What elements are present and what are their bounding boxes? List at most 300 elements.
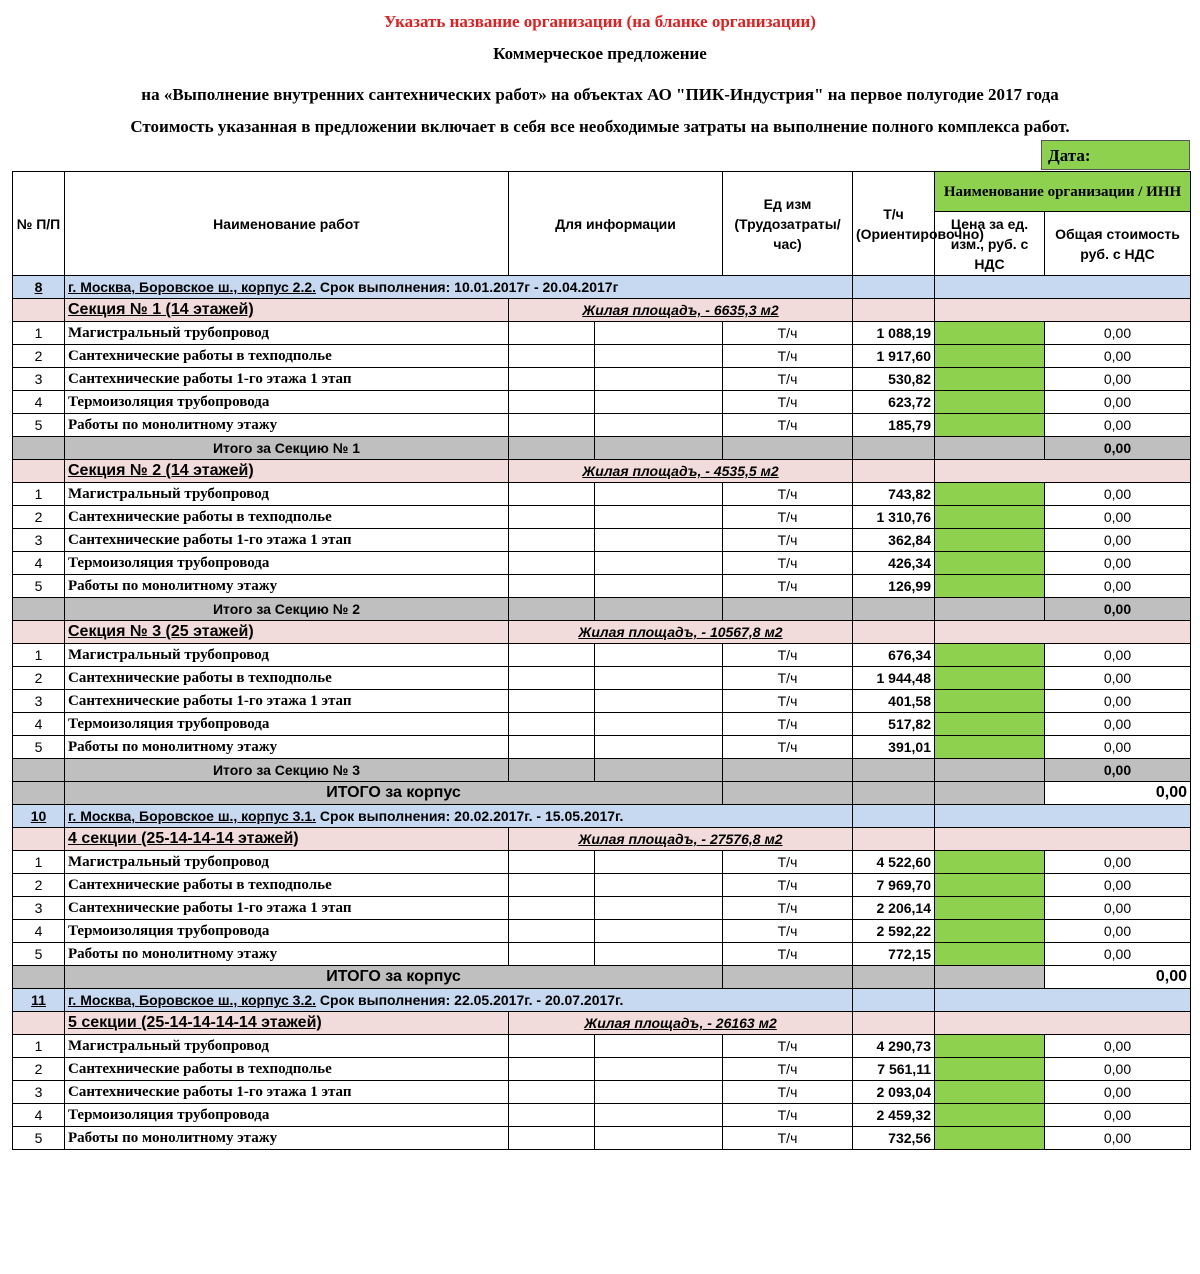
hours-cell: 7 561,11 — [853, 1058, 935, 1081]
info-cell — [595, 322, 723, 345]
work-name: Магистральный трубопровод — [65, 322, 509, 345]
unit-cell: Т/ч — [723, 483, 853, 506]
empty-cell — [509, 598, 595, 621]
hours-cell: 1 917,60 — [853, 345, 935, 368]
row-number: 4 — [13, 1104, 65, 1127]
section-title: Секция № 1 (14 этажей) — [65, 299, 509, 322]
empty-cell — [723, 782, 853, 805]
price-input-cell[interactable] — [935, 414, 1045, 437]
info-cell — [509, 1058, 595, 1081]
info-cell — [595, 920, 723, 943]
proposal-table — [12, 171, 1191, 1150]
info-cell — [595, 667, 723, 690]
section-area: Жилая площадъ, - 10567,8 м2 — [509, 621, 853, 644]
empty-cell — [935, 621, 1191, 644]
total-cell: 0,00 — [1045, 713, 1191, 736]
info-cell — [509, 368, 595, 391]
section-row — [13, 299, 1191, 322]
building-number: 11 — [13, 989, 65, 1012]
row-number: 1 — [13, 322, 65, 345]
section-area: Жилая площадъ, - 27576,8 м2 — [509, 828, 853, 851]
subtotal-label: Итого за Секцию № 2 — [65, 598, 509, 621]
hours-cell: 732,56 — [853, 1127, 935, 1150]
col-header-hours: Т/ч (Ориентировочно) — [853, 172, 935, 276]
building-total-value: 0,00 — [1045, 966, 1191, 989]
total-cell: 0,00 — [1045, 552, 1191, 575]
empty-cell — [935, 460, 1191, 483]
info-cell — [595, 690, 723, 713]
row-number: 1 — [13, 1035, 65, 1058]
row-number: 3 — [13, 690, 65, 713]
info-cell — [595, 897, 723, 920]
price-input-cell[interactable] — [935, 322, 1045, 345]
unit-cell: Т/ч — [723, 529, 853, 552]
price-input-cell[interactable] — [935, 1035, 1045, 1058]
empty-cell — [853, 1012, 935, 1035]
unit-cell: Т/ч — [723, 575, 853, 598]
total-cell: 0,00 — [1045, 506, 1191, 529]
hours-cell: 772,15 — [853, 943, 935, 966]
empty-cell — [13, 621, 65, 644]
subtotal-value: 0,00 — [1045, 437, 1191, 460]
hours-cell: 517,82 — [853, 713, 935, 736]
info-cell — [595, 874, 723, 897]
building-row — [13, 805, 1191, 828]
total-cell: 0,00 — [1045, 1081, 1191, 1104]
table-row — [13, 1081, 1191, 1104]
info-cell — [595, 506, 723, 529]
row-number: 4 — [13, 552, 65, 575]
work-name: Работы по монолитному этажу — [65, 575, 509, 598]
info-cell — [595, 529, 723, 552]
col-header-organization[interactable]: Наименование организации / ИНН — [935, 172, 1191, 212]
hours-cell: 530,82 — [853, 368, 935, 391]
price-input-cell[interactable] — [935, 690, 1045, 713]
table-row — [13, 943, 1191, 966]
row-number: 3 — [13, 529, 65, 552]
hours-cell: 4 290,73 — [853, 1035, 935, 1058]
row-number: 5 — [13, 575, 65, 598]
table-row — [13, 667, 1191, 690]
row-number: 2 — [13, 345, 65, 368]
building-total-row — [13, 966, 1191, 989]
info-cell — [595, 552, 723, 575]
table-row — [13, 575, 1191, 598]
building-address: г. Москва, Боровское ш., корпус 3.2. — [68, 992, 317, 1008]
row-number: 4 — [13, 920, 65, 943]
price-input-cell[interactable] — [935, 368, 1045, 391]
unit-cell: Т/ч — [723, 920, 853, 943]
info-cell — [595, 575, 723, 598]
info-cell — [509, 1035, 595, 1058]
total-cell: 0,00 — [1045, 1035, 1191, 1058]
info-cell — [595, 391, 723, 414]
price-input-cell[interactable] — [935, 1081, 1045, 1104]
total-cell: 0,00 — [1045, 368, 1191, 391]
hours-cell: 623,72 — [853, 391, 935, 414]
empty-cell — [509, 759, 595, 782]
info-cell — [595, 644, 723, 667]
hours-cell: 185,79 — [853, 414, 935, 437]
price-input-cell[interactable] — [935, 552, 1045, 575]
info-cell — [509, 483, 595, 506]
total-cell: 0,00 — [1045, 1104, 1191, 1127]
empty-cell — [853, 437, 935, 460]
table-row — [13, 345, 1191, 368]
info-cell — [509, 667, 595, 690]
unit-cell: Т/ч — [723, 322, 853, 345]
work-name: Термоизоляция трубопровода — [65, 391, 509, 414]
empty-cell — [13, 299, 65, 322]
empty-cell — [935, 437, 1045, 460]
work-name: Термоизоляция трубопровода — [65, 1104, 509, 1127]
empty-cell — [935, 805, 1191, 828]
section-title: Секция № 2 (14 этажей) — [65, 460, 509, 483]
unit-cell: Т/ч — [723, 736, 853, 759]
empty-cell — [13, 598, 65, 621]
empty-cell — [595, 437, 723, 460]
table-row — [13, 713, 1191, 736]
table-row — [13, 736, 1191, 759]
price-input-cell[interactable] — [935, 851, 1045, 874]
info-cell — [509, 506, 595, 529]
subtotal-value: 0,00 — [1045, 598, 1191, 621]
info-cell — [509, 897, 595, 920]
col-header-unit: Ед изм (Трудозатраты/час) — [723, 172, 853, 276]
unit-cell: Т/ч — [723, 1035, 853, 1058]
subtotal-row — [13, 598, 1191, 621]
table-row — [13, 483, 1191, 506]
work-name: Сантехнические работы 1-го этажа 1 этап — [65, 897, 509, 920]
row-number: 1 — [13, 644, 65, 667]
info-cell — [595, 1081, 723, 1104]
work-name: Сантехнические работы 1-го этажа 1 этап — [65, 368, 509, 391]
empty-cell — [13, 782, 65, 805]
info-cell — [509, 736, 595, 759]
hours-cell: 743,82 — [853, 483, 935, 506]
hours-cell: 676,34 — [853, 644, 935, 667]
info-cell — [509, 713, 595, 736]
empty-cell — [935, 276, 1191, 299]
section-area: Жилая площадъ, - 26163 м2 — [509, 1012, 853, 1035]
table-row — [13, 644, 1191, 667]
hours-cell: 126,99 — [853, 575, 935, 598]
work-name: Сантехнические работы 1-го этажа 1 этап — [65, 1081, 509, 1104]
row-number: 2 — [13, 667, 65, 690]
col-header-info: Для информации — [509, 172, 723, 276]
building-address: г. Москва, Боровское ш., корпус 3.1. — [68, 808, 317, 824]
section-row — [13, 621, 1191, 644]
building-deadline: Срок выполнения: 20.02.2017г. - 15.05.2017г. — [316, 808, 624, 824]
col-header-total: Общая стоимость руб. с НДС — [1045, 212, 1191, 276]
empty-cell — [13, 460, 65, 483]
empty-cell — [595, 598, 723, 621]
table-header — [13, 172, 1191, 276]
empty-cell — [935, 989, 1191, 1012]
row-number: 1 — [13, 851, 65, 874]
work-name: Магистральный трубопровод — [65, 483, 509, 506]
work-name: Магистральный трубопровод — [65, 1035, 509, 1058]
empty-cell — [935, 828, 1191, 851]
empty-cell — [935, 1012, 1191, 1035]
total-cell: 0,00 — [1045, 1058, 1191, 1081]
section-row — [13, 460, 1191, 483]
total-cell: 0,00 — [1045, 874, 1191, 897]
table-row — [13, 552, 1191, 575]
section-row — [13, 1012, 1191, 1035]
section-area: Жилая площадъ, - 4535,5 м2 — [509, 460, 853, 483]
work-name: Термоизоляция трубопровода — [65, 552, 509, 575]
price-input-cell[interactable] — [935, 575, 1045, 598]
row-number: 2 — [13, 874, 65, 897]
building-total-value: 0,00 — [1045, 782, 1191, 805]
building-description — [65, 989, 853, 1012]
hours-cell: 1 310,76 — [853, 506, 935, 529]
document-subject: на «Выполнение внутренних сантехнических работ» на объектах АО "ПИК-Индустрия" на первое полугодие 2017 года — [141, 85, 1059, 104]
empty-cell — [723, 759, 853, 782]
subtotal-row — [13, 759, 1191, 782]
table-row — [13, 920, 1191, 943]
empty-cell — [853, 598, 935, 621]
info-cell — [595, 736, 723, 759]
row-number: 5 — [13, 1127, 65, 1150]
info-cell — [509, 943, 595, 966]
hours-cell: 401,58 — [853, 690, 935, 713]
empty-cell — [13, 437, 65, 460]
unit-cell: Т/ч — [723, 644, 853, 667]
info-cell — [509, 851, 595, 874]
total-cell: 0,00 — [1045, 529, 1191, 552]
info-cell — [509, 414, 595, 437]
price-input-cell[interactable] — [935, 506, 1045, 529]
empty-cell — [723, 437, 853, 460]
hours-cell: 4 522,60 — [853, 851, 935, 874]
unit-cell: Т/ч — [723, 943, 853, 966]
info-cell — [509, 874, 595, 897]
price-input-cell[interactable] — [935, 713, 1045, 736]
unit-cell: Т/ч — [723, 414, 853, 437]
subtotal-label: Итого за Секцию № 3 — [65, 759, 509, 782]
work-name: Сантехнические работы в техподполье — [65, 1058, 509, 1081]
hours-cell: 2 093,04 — [853, 1081, 935, 1104]
table-row — [13, 506, 1191, 529]
date-field[interactable]: Дата: — [1041, 140, 1190, 170]
work-name: Работы по монолитному этажу — [65, 1127, 509, 1150]
table-body — [13, 276, 1191, 1150]
row-number: 1 — [13, 483, 65, 506]
empty-cell — [509, 437, 595, 460]
building-description — [65, 805, 853, 828]
table-row — [13, 391, 1191, 414]
hours-cell: 391,01 — [853, 736, 935, 759]
empty-cell — [13, 966, 65, 989]
unit-cell: Т/ч — [723, 1104, 853, 1127]
total-cell: 0,00 — [1045, 897, 1191, 920]
col-header-price: Цена за ед. изм., руб. с НДС — [935, 212, 1045, 276]
building-address: г. Москва, Боровское ш., корпус 2.2. — [68, 279, 317, 295]
price-input-cell[interactable] — [935, 391, 1045, 414]
unit-cell: Т/ч — [723, 1127, 853, 1150]
empty-cell — [13, 1012, 65, 1035]
section-row — [13, 828, 1191, 851]
info-cell — [509, 644, 595, 667]
price-input-cell[interactable] — [935, 529, 1045, 552]
total-cell: 0,00 — [1045, 483, 1191, 506]
unit-cell: Т/ч — [723, 667, 853, 690]
empty-cell — [853, 966, 935, 989]
row-number: 2 — [13, 1058, 65, 1081]
unit-cell: Т/ч — [723, 345, 853, 368]
cost-note: Стоимость указанная в предложении включает в себя все необходимые затраты на выполнение полного комплекса работ. — [130, 117, 1070, 136]
section-title: Секция № 3 (25 этажей) — [65, 621, 509, 644]
work-name: Магистральный трубопровод — [65, 644, 509, 667]
section-area: Жилая площадъ, - 6635,3 м2 — [509, 299, 853, 322]
subtotal-label: Итого за Секцию № 1 — [65, 437, 509, 460]
price-input-cell[interactable] — [935, 943, 1045, 966]
price-input-cell[interactable] — [935, 345, 1045, 368]
unit-cell: Т/ч — [723, 874, 853, 897]
unit-cell: Т/ч — [723, 552, 853, 575]
table-row — [13, 1058, 1191, 1081]
info-cell — [595, 1127, 723, 1150]
price-input-cell[interactable] — [935, 897, 1045, 920]
empty-cell — [935, 299, 1191, 322]
info-cell — [509, 552, 595, 575]
empty-cell — [935, 782, 1045, 805]
work-name: Магистральный трубопровод — [65, 851, 509, 874]
empty-cell — [935, 598, 1045, 621]
total-cell: 0,00 — [1045, 414, 1191, 437]
building-total-label: ИТОГО за корпус — [65, 966, 723, 989]
unit-cell: Т/ч — [723, 1058, 853, 1081]
building-deadline: Срок выполнения: 22.05.2017г. - 20.07.2017г. — [316, 992, 624, 1008]
building-total-row — [13, 782, 1191, 805]
building-number: 8 — [13, 276, 65, 299]
info-cell — [509, 920, 595, 943]
work-name: Сантехнические работы 1-го этажа 1 этап — [65, 690, 509, 713]
total-cell: 0,00 — [1045, 391, 1191, 414]
total-cell: 0,00 — [1045, 851, 1191, 874]
empty-cell — [853, 805, 935, 828]
price-input-cell[interactable] — [935, 920, 1045, 943]
info-cell — [595, 345, 723, 368]
row-number: 5 — [13, 414, 65, 437]
organization-placeholder: Указать название организации (на бланке организации) — [384, 12, 816, 31]
empty-cell — [853, 782, 935, 805]
subtotal-value: 0,00 — [1045, 759, 1191, 782]
work-name: Сантехнические работы в техподполье — [65, 667, 509, 690]
work-name: Работы по монолитному этажу — [65, 736, 509, 759]
row-number: 4 — [13, 391, 65, 414]
info-cell — [509, 575, 595, 598]
row-number: 3 — [13, 897, 65, 920]
row-number: 3 — [13, 368, 65, 391]
total-cell: 0,00 — [1045, 1127, 1191, 1150]
price-input-cell[interactable] — [935, 483, 1045, 506]
empty-cell — [935, 759, 1045, 782]
price-input-cell[interactable] — [935, 1058, 1045, 1081]
info-cell — [595, 851, 723, 874]
row-number: 2 — [13, 506, 65, 529]
unit-cell: Т/ч — [723, 690, 853, 713]
info-cell — [509, 1127, 595, 1150]
work-name: Сантехнические работы в техподполье — [65, 874, 509, 897]
info-cell — [595, 414, 723, 437]
table-row — [13, 1104, 1191, 1127]
empty-cell — [13, 759, 65, 782]
col-header-work: Наименование работ — [65, 172, 509, 276]
info-cell — [509, 1104, 595, 1127]
total-cell: 0,00 — [1045, 736, 1191, 759]
work-name: Сантехнические работы 1-го этажа 1 этап — [65, 529, 509, 552]
hours-cell: 362,84 — [853, 529, 935, 552]
price-input-cell[interactable] — [935, 1104, 1045, 1127]
price-input-cell[interactable] — [935, 1127, 1045, 1150]
total-cell: 0,00 — [1045, 322, 1191, 345]
hours-cell: 2 592,22 — [853, 920, 935, 943]
price-input-cell[interactable] — [935, 736, 1045, 759]
row-number: 5 — [13, 736, 65, 759]
info-cell — [509, 345, 595, 368]
row-number: 4 — [13, 713, 65, 736]
table-row — [13, 368, 1191, 391]
total-cell: 0,00 — [1045, 920, 1191, 943]
hours-cell: 426,34 — [853, 552, 935, 575]
price-input-cell[interactable] — [935, 667, 1045, 690]
work-name: Работы по монолитному этажу — [65, 943, 509, 966]
info-cell — [595, 1058, 723, 1081]
building-deadline: Срок выполнения: 10.01.2017г - 20.04.2017г — [316, 279, 619, 295]
row-number: 5 — [13, 943, 65, 966]
building-description — [65, 276, 853, 299]
empty-cell — [13, 828, 65, 851]
table-row — [13, 690, 1191, 713]
subtotal-row — [13, 437, 1191, 460]
info-cell — [595, 713, 723, 736]
hours-cell: 7 969,70 — [853, 874, 935, 897]
empty-cell — [853, 276, 935, 299]
unit-cell: Т/ч — [723, 851, 853, 874]
total-cell: 0,00 — [1045, 943, 1191, 966]
info-cell — [509, 322, 595, 345]
row-number: 3 — [13, 1081, 65, 1104]
empty-cell — [853, 989, 935, 1012]
info-cell — [595, 943, 723, 966]
table-row — [13, 897, 1191, 920]
hours-cell: 2 206,14 — [853, 897, 935, 920]
table-row — [13, 1035, 1191, 1058]
table-row — [13, 851, 1191, 874]
unit-cell: Т/ч — [723, 391, 853, 414]
empty-cell — [723, 598, 853, 621]
total-cell: 0,00 — [1045, 690, 1191, 713]
info-cell — [595, 368, 723, 391]
unit-cell: Т/ч — [723, 897, 853, 920]
price-input-cell[interactable] — [935, 874, 1045, 897]
hours-cell: 1 088,19 — [853, 322, 935, 345]
empty-cell — [853, 759, 935, 782]
unit-cell: Т/ч — [723, 368, 853, 391]
building-row — [13, 989, 1191, 1012]
building-total-label: ИТОГО за корпус — [65, 782, 723, 805]
hours-cell: 2 459,32 — [853, 1104, 935, 1127]
empty-cell — [853, 828, 935, 851]
table-row — [13, 1127, 1191, 1150]
info-cell — [595, 1035, 723, 1058]
empty-cell — [595, 759, 723, 782]
price-input-cell[interactable] — [935, 644, 1045, 667]
table-row — [13, 414, 1191, 437]
